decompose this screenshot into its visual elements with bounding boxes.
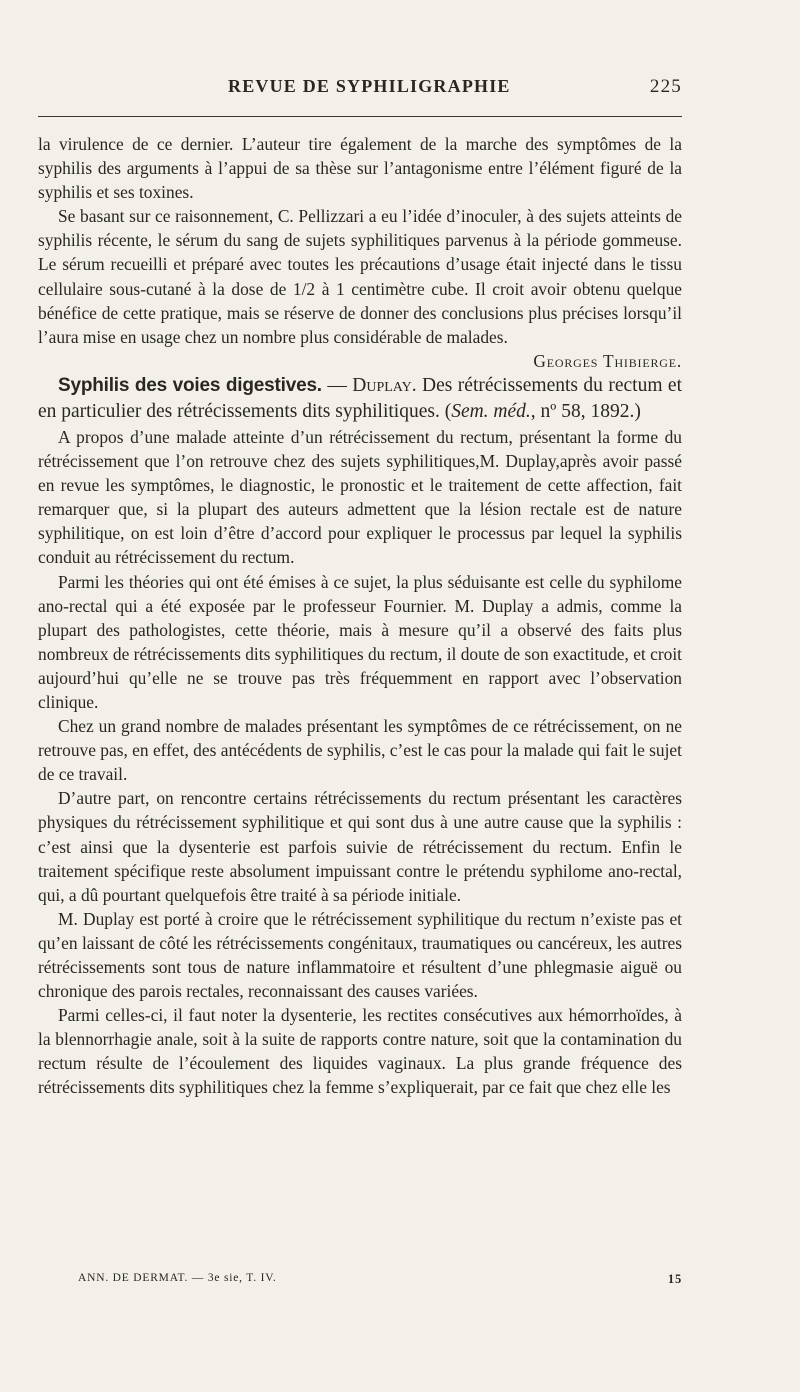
journal-name: Sem. méd. [451,400,531,422]
section-topic: Syphilis des voies digestives. [58,374,322,396]
page-footer [78,1272,682,1292]
paragraph: Parmi les théories qui ont été émises à ce sujet, la plus séduisante est celle du syphilome ano-rectal qui a été exposée par le professeur Fournier. M. Duplay a admis, comme la plupart des pathologistes, cette théorie, mais à mesure qu’il a observé des faits plus nombreux de rétrécissements dits syphilitiques du rectum, il doute de son exactitude, et croit aujourd’hui qu’elle ne se trouve pas très fréquemment en rapport avec l’observation clinique. [38,571,682,712]
footer-journal-ref: ANN. DE DERMAT. — 3e sie, T. IV. [78,1272,277,1284]
journal-ref: , nº 58, 1892.) [530,400,641,422]
signature-line [38,349,682,373]
review-signature: Georges Thibierge. [533,350,682,371]
body-text [38,132,682,1100]
running-head [38,76,682,104]
paragraph: Parmi celles-ci, il faut noter la dysenterie, les rectites consécutives aux hémorrhoïdes, à la blennorrhagie anale, soit à la suite de rapports contre nature, soit que la contamination du rectum résulte de l’écoulement des liquides vaginaux. La plus grande fréquence des rétrécissements dits syphilitiques chez la femme s’expliquerait, par ce fait que chez elle les [38,1005,682,1098]
paragraph: A propos d’une malade atteinte d’un rétrécissement du rectum, présentant la forme du rétrécissement que l’on retrouve chez des sujets syphilitiques,M. Duplay,après avoir passé en revue les symptômes, le diagnostic, le pronostic et le traitement de cette affection, fait remarquer que, si la plupart des auteurs admettent que la lésion rectale est de nature syphilitique, on est loin d’être d’accord pour expliquer le processus par lequel la syphilis conduit au rétrécissement du rectum. [38,426,682,568]
section-title: Des rétrécissements du rectum et en particulier des rétrécissements dits syphilitiques. ( [38,374,682,422]
paragraph: Chez un grand nombre de malades présentant les symptômes de ce rétrécissement, on ne retrouve pas, en effet, des antécédents de syphilis, c’est le cas pour la malade qui fait le sujet de ce travail. [38,716,682,785]
section-heading: Syphilis des voies digestives. — Duplay. Des rétrécissements du rectum et en particulier des rétrécissements dits syphilitiques. (Sem. méd., nº 58, 1892.) [38,374,682,422]
section-author: Duplay. [352,374,417,396]
paragraph: M. Duplay est porté à croire que le rétrécissement syphilitique du rectum n’existe pas et qu’en laissant de côté les rétrécissements congénitaux, traumatiques ou cancéreux, les autres rétrécissements sont tous de nature inflammatoire et résultent d’une phlegmasie aiguë ou chronique des parois rectales, reconnaissant des causes variées. [38,908,682,1002]
page-number: 225 [649,76,682,97]
header-rule [38,116,682,117]
running-title: REVUE DE SYPHILIGRAPHIE [228,76,511,96]
paragraph: Se basant sur ce raisonnement, C. Pellizzari a eu l’idée d’inoculer, à des sujets atteints de syphilis récente, le sérum du sang de sujets syphilitiques parvenus à la période gommeuse. Le sérum recueilli et préparé avec toutes les précautions d’usage était injecté dans le tissu cellulaire sous-cutané à la dose de 1/2 à 1 centimètre cube. Il croit avoir obtenu quelque bénéfice de cette pratique, mais se réserve de donner des conclusions plus précises lorsqu’il l’aura mise en usage chez un nombre plus considérable de malades. [38,206,682,347]
page [38,0,682,1392]
paragraph-continued: la virulence de ce dernier. L’auteur tire également de la marche des symptômes de la syphilis des arguments à l’appui de sa thèse sur l’antagonisme entre l’élément figuré de la syphilis et ses toxines. [38,134,682,203]
paragraph: D’autre part, on rencontre certains rétrécissements du rectum présentant les caractères physiques du rétrécissement syphilitique et qui sont dus à une autre cause que la syphilis : c’est ainsi que la dysenterie est parfois suivie de rétrécissement du rectum. Enfin le traitement spécifique reste absolument impuissant contre le prétendu syphilome ano-rectal, qui, a dû pourtant quelquefois être traité à sa période initiale. [38,788,682,905]
signature-mark: 15 [667,1272,682,1286]
